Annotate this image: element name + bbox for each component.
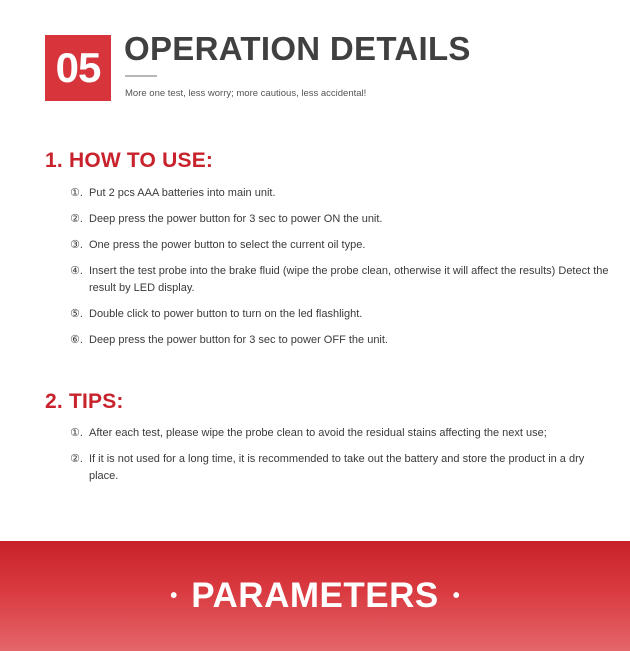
tip-item-1 [70,425,610,442]
how-to-use-step-1 [70,185,610,202]
tip-text: After each test, please wipe the probe clean to avoid the residual stains affecting the next use; [89,427,547,439]
step-text: One press the power button to select the current oil type. [89,239,366,251]
step-text: Deep press the power button for 3 sec to power ON the unit. [89,213,383,225]
section-number-badge: 05 [45,35,111,101]
page-title: OPERATION DETAILS [124,30,471,67]
tip-text: If it is not used for a long time, it is recommended to take out the battery and store the product in a dry place. [89,453,585,482]
how-to-use-step-4 [70,263,610,297]
how-to-use-step-2 [70,211,610,228]
step-number: ③. [70,239,83,251]
how-to-use-step-5 [70,306,610,323]
step-number: ①. [70,187,83,199]
tip-number: ②. [70,453,83,465]
step-number: ⑤. [70,308,83,320]
parameters-banner [0,541,630,651]
how-to-use-step-6 [70,332,610,349]
parameters-title: PARAMETERS [191,576,439,615]
tips-list [70,425,610,494]
bullet-dot-icon: • [452,585,460,607]
how-to-use-step-3 [70,237,610,254]
step-text: Insert the test probe into the brake fluid (wipe the probe clean, otherwise it will affect the results) Detect the result by LED display. [89,265,609,294]
how-to-use-list [70,185,610,358]
step-number: ②. [70,213,83,225]
how-to-use-heading: 1. HOW TO USE: [45,149,214,172]
step-number: ⑥. [70,334,83,346]
tip-number: ①. [70,427,83,439]
step-text: Deep press the power button for 3 sec to power OFF the unit. [89,334,388,346]
title-underline-divider [125,75,157,77]
page-subtitle: More one test, less worry; more cautious, less accidental! [125,88,367,99]
step-text: Double click to power button to turn on the led flashlight. [89,308,363,320]
tip-item-2 [70,451,610,485]
step-text: Put 2 pcs AAA batteries into main unit. [89,187,276,199]
tips-heading: 2. TIPS: [45,390,124,413]
step-number: ④. [70,265,83,277]
bullet-dot-icon: • [170,585,178,607]
